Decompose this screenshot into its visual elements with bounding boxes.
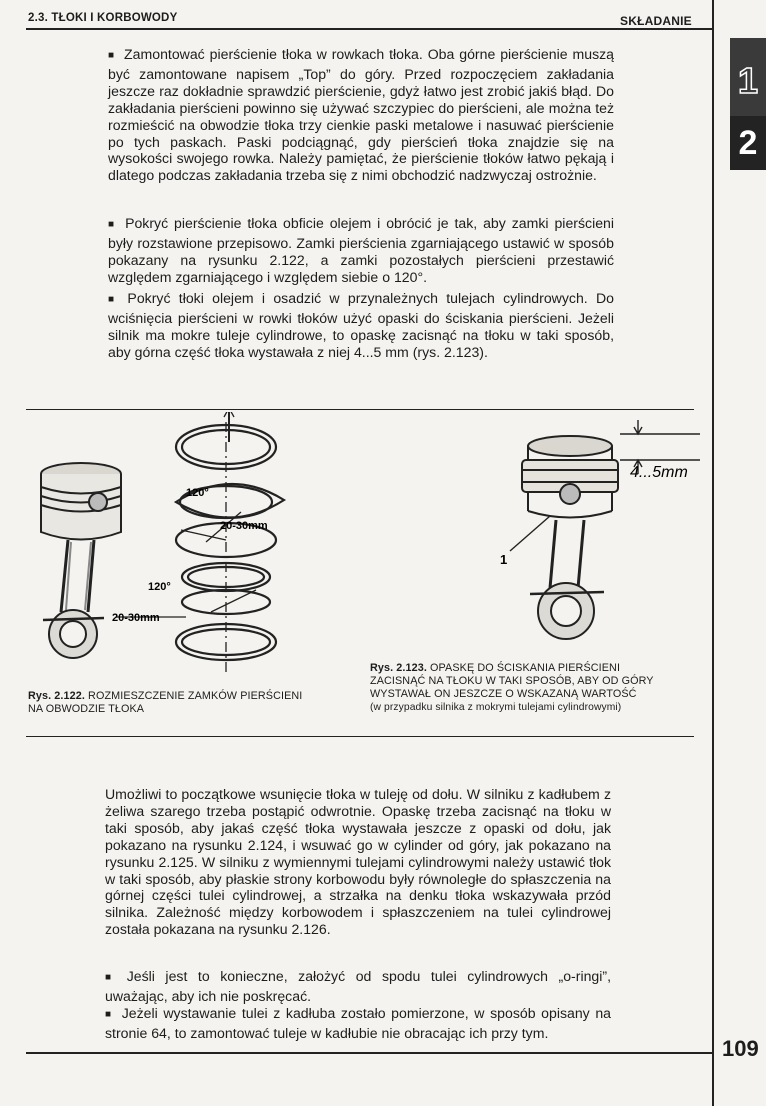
figure-123-drawing (480, 416, 700, 656)
figure-123-caption-line3: WYSTAWAŁ ON JESZCZE O WSKAZANĄ WARTOŚĆ (370, 688, 637, 700)
header-rule (26, 28, 712, 30)
chapter-tab-1: 1 (730, 38, 766, 134)
fig122-label-angle-mid: 120° (148, 581, 171, 593)
figure-122-number: Rys. 2.122. (28, 690, 85, 702)
fig123-label-dimension: 4...5mm (630, 464, 688, 481)
figure-123-number: Rys. 2.123. (370, 662, 427, 674)
chapter-title: SKŁADANIE (620, 14, 692, 28)
paragraph-o-rings: ■ Jeśli jest to konieczne, założyć od spodu tulei cylindrowych „o-ringi”, uważając, aby ich nie poskręcać. (105, 968, 611, 1005)
paragraph-insertion-method: Umożliwi to początkowe wsunięcie tłoka w tuleję od dołu. W silniku z kadłubem z żeliwa szarego trzeba postąpić odwrotnie. Opaskę trzeba zacisnąć na tłoku w taki sposób, aby jakaś część tłoka wystawała jeszcze z opaski od dołu, jak pokazano na rysunku 2.124, i wsuwać go w cylinder od góry, jak pokazano na rysunku 2.125. W silniku z wymiennymi tulejami cylindrowymi należy ustawić tłok w taki sposób, aby płaskie strony korbowodu były równoległe do spłaszczenia na górnej części tulei cylindrowej, a strzałka na denku tłoka wskazywała przód silnika. Zależność między korbowodem i spłaszczeniem na tulei cylindrowej została pokazana na rysunku 2.126. (105, 786, 611, 938)
figure-123-caption-line2: ZACISNĄĆ NA TŁOKU W TAKI SPOSÓB, ABY OD GÓRY (370, 675, 654, 687)
figure-123-caption-line1: OPASKĘ DO ŚCISKANIA PIERŚCIENI (430, 662, 621, 674)
figure-bottom-rule (26, 736, 694, 737)
footer-rule (26, 1052, 712, 1054)
paragraph-liners: ■ Jeżeli wystawanie tulei z kadłuba zostało pomierzone, w sposób opisany na stronie 64, to zamontować tuleje w kadłubie nie obracając ich przy tym. (105, 1005, 611, 1042)
right-margin-rule (712, 0, 714, 1106)
figure-123-caption-line4: (w przypadku silnika z mokrymi tulejami cylindrowymi) (370, 702, 622, 713)
paragraph-rings-mounting: ■ Zamontować pierścienie tłoka w rowkach tłoka. Oba górne pierścienie muszą być zamontowane napisem „Top” do góry. Przed rozpoczęciem zakładania jeszcze raz dokładnie sprawdzić pierścienie, gdyż łatwo jest zrobić jakiś błąd. Do zakładania pierścieni powinno się używać szczypiec do pierścieni, ale można też rozmieścić na obwodzie tłoka trzy cienkie paski metalowe i nasuwać pierścienie po tych paskach. Paski podciągnąć, gdy pierścień tłoka znajdzie się na wysokości swojego rowka. Należy pamiętać, że pierścienie tłoków łatwo pękają i dlatego podczas zakładania trzeba się z nimi obchodzić nadzwyczaj ostrożnie. (108, 46, 614, 184)
paragraph-piston-insert: ■ Pokryć tłoki olejem i osadzić w przynależnych tulejach cylindrowych. Do wciśnięcia pierścieni w rowki tłoków użyć opaski do ściskania pierścieni. Jeżeli silnik ma mokre tuleje cylindrowe, to opaskę zacisnąć na tłoku w taki sposób, aby górna część tłoka wystawała z niej 4...5 mm (rys. 2.123). (108, 290, 614, 361)
paragraph-ring-gaps: ■ Pokryć pierścienie tłoka obficie olejem i obrócić je tak, aby zamki pierścieni były rozstawione przepisowo. Zamki pierścienia zgarniającego ustawić w sposób pokazany na rysunku 2.122, a zamki pozostałych pierścieni przestawić względem zgarniającego i względem siebie o 120°. (108, 215, 614, 286)
figure-122-caption-line1: ROZMIESZCZENIE ZAMKÓW PIERŚCIENI (88, 690, 303, 702)
figure-122-caption (28, 690, 358, 716)
fig122-label-gap-lower: 20-30mm (112, 612, 160, 624)
fig122-label-gap-upper: 20-30mm (220, 520, 268, 532)
figure-top-rule (26, 409, 694, 410)
figure-122-drawing (26, 412, 356, 682)
chapter-tab-2: 2 (730, 116, 766, 170)
section-header: 2.3. TŁOKI I KORBOWODY (28, 12, 178, 24)
figure-122-caption-line2: NA OBWODZIE TŁOKA (28, 703, 145, 715)
figure-123-caption (370, 662, 700, 714)
fig123-label-part-number: 1 (500, 552, 508, 567)
page-number: 109 (722, 1036, 759, 1061)
fig122-label-angle-top: 120° (186, 487, 209, 499)
